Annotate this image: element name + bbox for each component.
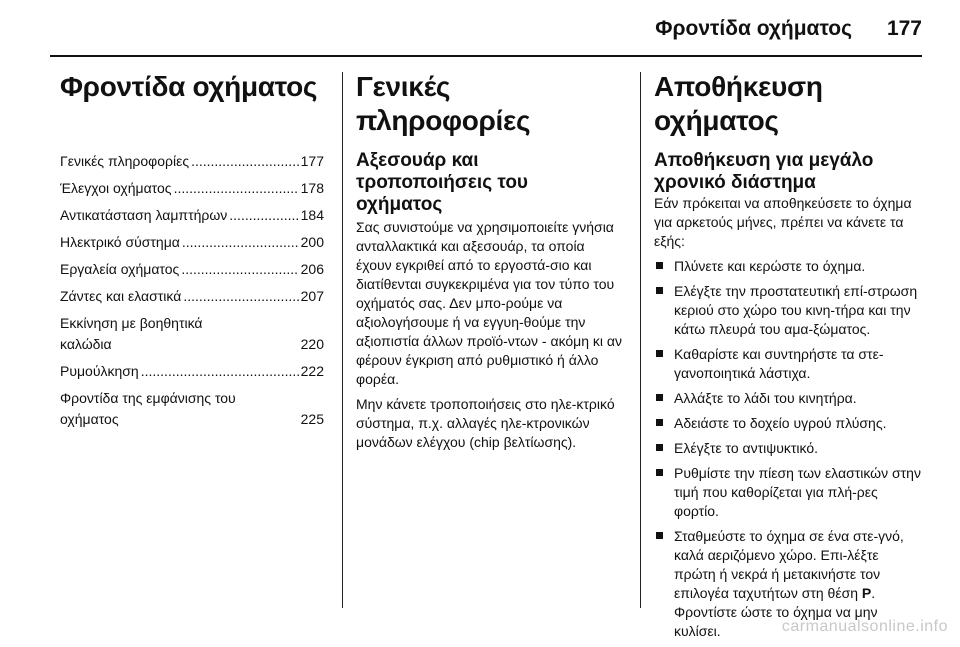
column-divider-2 [640, 72, 641, 608]
subtitle-line: οχήματος [356, 194, 443, 215]
toc-item[interactable] [60, 361, 324, 382]
toc-leader [141, 361, 299, 382]
subsection-heading [654, 150, 924, 194]
subtitle-line: χρονικό διάστημα [654, 172, 816, 193]
toc-page: 206 [300, 261, 324, 277]
storage-checklist [654, 257, 924, 641]
bullet-square-icon [656, 350, 663, 357]
list-item [654, 257, 924, 276]
intro-paragraph: Εάν πρόκειται να αποθηκεύσετε το όχημα για αρκετούς μήνες, πρέπει να κάνετε τα εξής: [654, 195, 912, 249]
list-item-text: Πλύνετε και κερώστε το όχημα. [674, 258, 866, 274]
bullet-square-icon [656, 532, 663, 539]
page-number: 177 [886, 17, 922, 40]
bullet-square-icon [656, 419, 663, 426]
section-title: Γενικές πληροφορίες [356, 71, 531, 136]
toc-leader [183, 286, 298, 307]
bullet-square-icon [656, 469, 663, 476]
bullet-square-icon [656, 287, 663, 294]
toc-leader [182, 232, 299, 253]
header-title: Φροντίδα οχήματος [655, 17, 852, 40]
list-item [654, 439, 924, 458]
paragraph: Μην κάνετε τροποποιήσεις στο ηλε-κτρικό σύστημα, π.χ. αλλαγές ηλε-κτρονικών μονάδων ελέγχου (chip βελτίωσης). [356, 396, 615, 450]
list-item [654, 464, 924, 521]
toc-column [60, 70, 324, 430]
toc-leader [191, 151, 299, 172]
column-divider-1 [342, 72, 343, 608]
toc-label: Εργαλεία οχήματος [60, 261, 180, 277]
toc-label: Φροντίδα της εμφάνισης του [60, 390, 236, 406]
list-item [654, 345, 924, 383]
paragraph: Σας συνιστούμε να χρησιμοποιείτε γνήσια ανταλλακτικά και αξεσουάρ, τα οποία έχουν εγκριθεί από το εργοστά-σιο και διατίθενται συγκεκριμένα για τον τύπο του οχήματός σας. Δεν μπο-ρούμε να αξιολογήσουμε ή να εγγυη-θούμε την αξιοπιστία άλλων προϊό-ντων - ακόμη κι αν φέρουν έγκριση από ρυθμιστικό ή άλλο φορέα. [356, 219, 623, 387]
page-header [0, 0, 960, 58]
toc-item[interactable] [60, 286, 324, 307]
toc-item[interactable] [60, 151, 324, 172]
list-item-text: Ελέγξτε το αντιψυκτικό. [674, 440, 819, 456]
subtitle-line: τροποποιήσεις του [356, 172, 528, 193]
table-of-contents [60, 151, 324, 430]
list-item [654, 282, 924, 339]
toc-item[interactable] [60, 178, 324, 199]
toc-leader [181, 259, 298, 280]
subtitle-line: Αξεσουάρ και [356, 150, 479, 171]
toc-page: 207 [300, 288, 324, 304]
section-title: Αποθήκευση οχήματος [654, 71, 823, 136]
toc-label: οχήματος [60, 411, 119, 427]
toc-label: Ζάντες και ελαστικά [60, 288, 182, 304]
toc-page: 178 [300, 180, 324, 196]
general-info-column [356, 70, 624, 458]
list-item-text: . Φροντίστε ώστε το όχημα να μην κυλίσει. [674, 585, 878, 639]
toc-item[interactable] [60, 313, 324, 355]
toc-label: Εκκίνηση με βοηθητικά [60, 315, 203, 331]
list-item-text: Αλλάξτε το λάδι του κινητήρα. [674, 390, 857, 406]
toc-label: Έλεγχοι οχήματος [60, 180, 172, 196]
watermark: carmanualsonline.info [781, 618, 948, 635]
list-item-text: Αδειάστε το δοχείο υγρού πλύσης. [674, 415, 887, 431]
toc-label: Ρυμούλκηση [60, 363, 139, 379]
list-item [654, 414, 924, 433]
toc-page: 222 [300, 363, 324, 379]
header-rule [50, 55, 922, 57]
list-item-text: Σταθμεύστε το όχημα σε ένα στε-γνό, καλά αεριζόμενο χώρο. Επι-λέξτε πρώτη ή νεκρά ή μετακινήστε τον επιλογέα ταχυτήτων στη θέση [674, 528, 904, 601]
toc-label: καλώδια [60, 336, 112, 352]
subtitle-line: Αποθήκευση για μεγάλο [654, 150, 874, 171]
list-item [654, 389, 924, 408]
toc-label: Αντικατάσταση λαμπτήρων [60, 207, 228, 223]
list-item-text: Ρυθμίστε την πίεση των ελαστικών στην τιμή που καθορίζεται για πλή-ρες φορτίο. [674, 465, 921, 519]
toc-label: Γενικές πληροφορίες [60, 153, 190, 169]
list-item-text: Ελέγξτε την προστατευτική επί-στρωση κεριού στο χώρο του κινη-τήρα και την κάτω πλευρά του αμα-ξώματος. [674, 283, 918, 337]
toc-item[interactable] [60, 259, 324, 280]
toc-page: 225 [300, 411, 324, 427]
bullet-square-icon [656, 444, 663, 451]
toc-item[interactable] [60, 205, 324, 226]
toc-page: 200 [300, 234, 324, 250]
bullet-square-icon [656, 262, 663, 269]
toc-leader [229, 205, 298, 226]
toc-item[interactable] [60, 232, 324, 253]
toc-page: 177 [300, 153, 324, 169]
storage-column [654, 70, 924, 647]
chapter-title: Φροντίδα οχήματος [60, 71, 318, 102]
toc-page: 184 [300, 207, 324, 223]
toc-label: Ηλεκτρικό σύστημα [60, 234, 180, 250]
toc-item[interactable] [60, 388, 324, 430]
subsection-heading [356, 150, 624, 216]
list-item-text: Καθαρίστε και συντηρήστε τα στε-γανοποιητικά λάστιχα. [674, 346, 884, 381]
toc-page: 220 [300, 336, 324, 352]
gear-position-p: P [861, 585, 872, 601]
bullet-square-icon [656, 394, 663, 401]
toc-leader [174, 178, 299, 199]
